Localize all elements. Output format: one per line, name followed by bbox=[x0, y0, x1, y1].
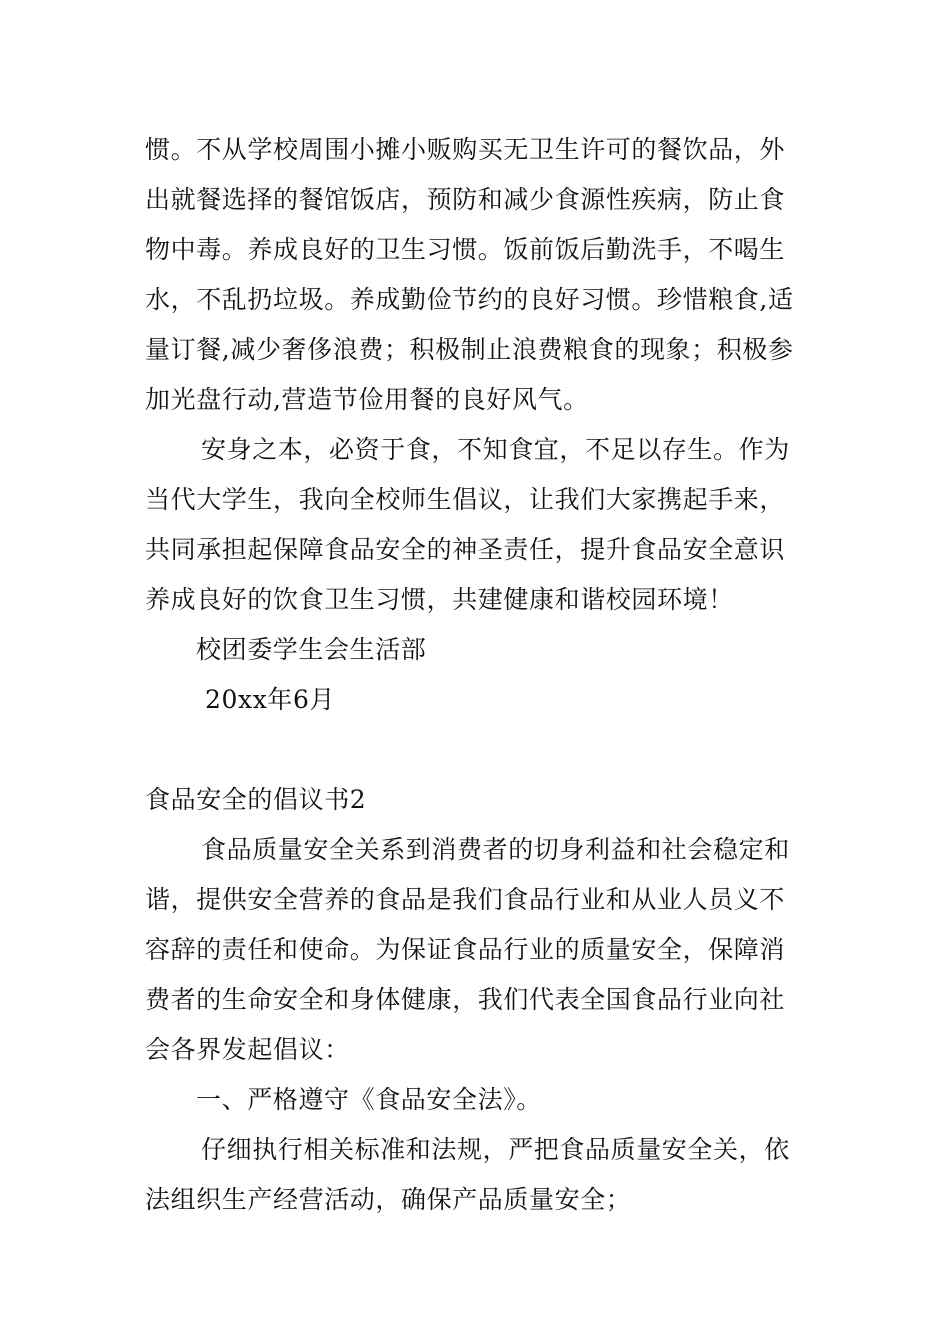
paragraph-1-line-2: 出就餐选择的餐馆饭店，预防和减少食源性疾病，防止食 bbox=[145, 185, 786, 214]
section-title: 食品安全的倡议书2 bbox=[145, 785, 367, 814]
paragraph-1-line-3: 物中毒。养成良好的卫生习惯。饭前饭后勤洗手，不喝生 bbox=[145, 235, 786, 264]
date: 20xx年6月 bbox=[205, 685, 336, 714]
paragraph-3-line-1: 食品质量安全关系到消费者的切身利益和社会稳定和 bbox=[201, 835, 790, 864]
paragraph-3-line-5: 会各界发起倡议： bbox=[145, 1035, 350, 1064]
paragraph-2-line-4: 养成良好的饮食卫生习惯，共建健康和谐校园环境！ bbox=[145, 585, 734, 614]
paragraph-4-line-1: 仔细执行相关标准和法规，严把食品质量安全关，依 bbox=[201, 1135, 790, 1164]
heading-1: 一、严格遵守《食品安全法》。 bbox=[196, 1085, 542, 1114]
paragraph-1-line-5: 量订餐,减少奢侈浪费；积极制止浪费粮食的现象；积极参 bbox=[145, 335, 794, 364]
paragraph-2-line-1: 安身之本，必资于食，不知食宜，不足以存生。作为 bbox=[201, 435, 790, 464]
paragraph-2-line-3: 共同承担起保障食品安全的神圣责任，提升食品安全意识 bbox=[145, 535, 786, 564]
paragraph-2-line-2: 当代大学生，我向全校师生倡议，让我们大家携起手来， bbox=[145, 485, 786, 514]
paragraph-3-line-3: 容辞的责任和使命。为保证食品行业的质量安全，保障消 bbox=[145, 935, 786, 964]
signature: 校团委学生会生活部 bbox=[196, 635, 427, 664]
paragraph-3-line-2: 谐，提供安全营养的食品是我们食品行业和从业人员义不 bbox=[145, 885, 786, 914]
paragraph-4-line-2: 法组织生产经营活动，确保产品质量安全； bbox=[145, 1185, 632, 1214]
paragraph-3-line-4: 费者的生命安全和身体健康，我们代表全国食品行业向社 bbox=[145, 985, 786, 1014]
paragraph-1-line-1: 惯。不从学校周围小摊小贩购买无卫生许可的餐饮品，外 bbox=[145, 135, 786, 164]
paragraph-1-line-4: 水，不乱扔垃圾。养成勤俭节约的良好习惯。珍惜粮食,适 bbox=[145, 285, 794, 314]
paragraph-1-line-6: 加光盘行动,营造节俭用餐的良好风气。 bbox=[145, 385, 589, 414]
